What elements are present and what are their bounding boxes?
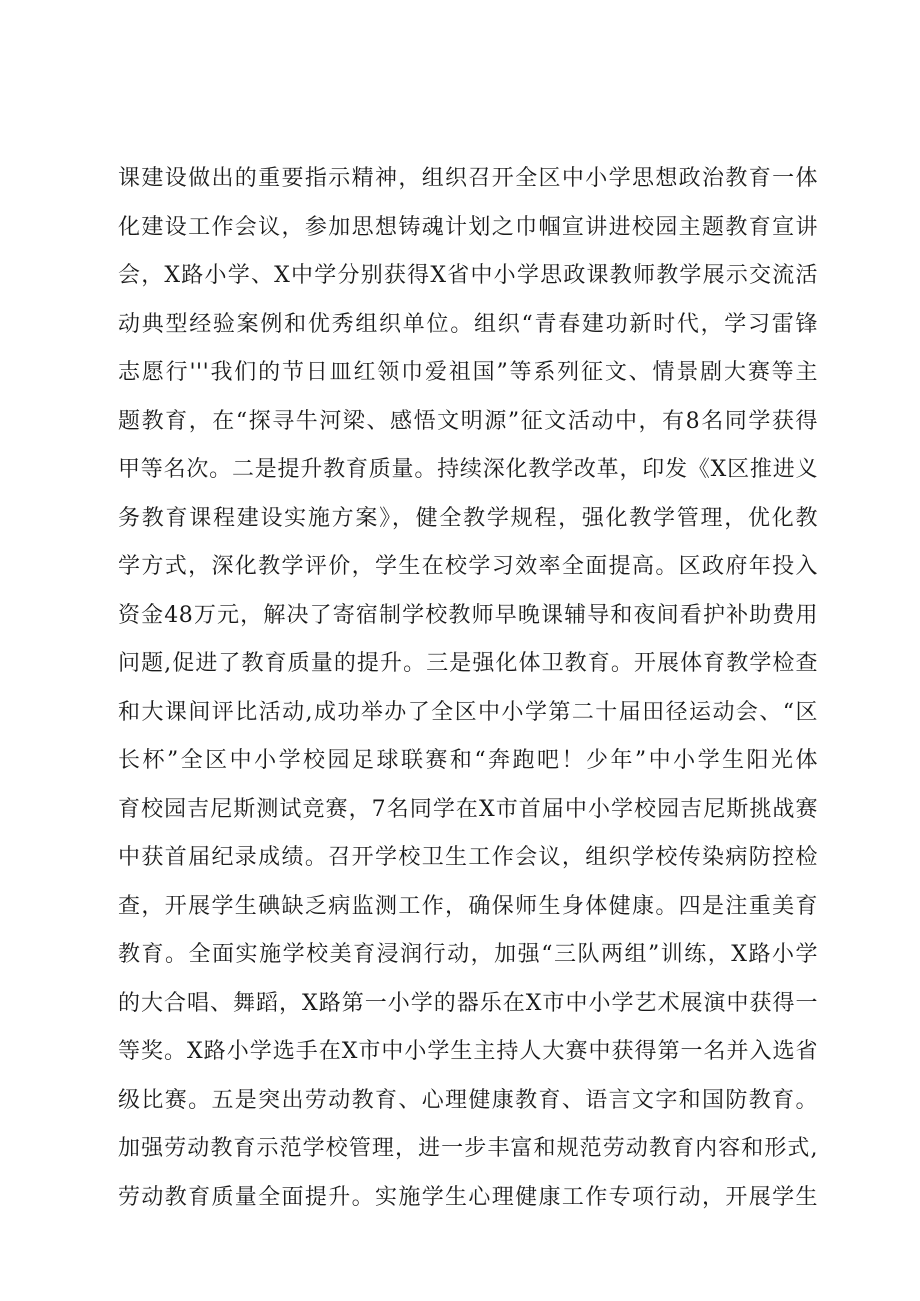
text-line-8: 务教育课程建设实施方案》，健全教学规程，强化教学管理，优化教 xyxy=(118,505,818,531)
text-line-18: 的大合唱、舞蹈，X路第一小学的器乐在X市中小学艺术展演中获得一 xyxy=(118,990,818,1016)
text-line-3: 会，X路小学、X中学分别获得X省中小学思政课教师教学展示交流活 xyxy=(118,263,818,288)
text-line-6: 题教育，在“探寻牛河梁、感悟文明源”征文活动中，有8名同学获得 xyxy=(118,408,818,434)
text-line-22: 劳动教育质量全面提升。实施学生心理健康工作专项行动，开展学生 xyxy=(118,1184,818,1210)
text-line-9: 学方式，深化教学评价，学生在校学习效率全面提高。区政府年投入 xyxy=(118,554,818,579)
text-line-14: 育校园吉尼斯测试竞赛，7名同学在X市首届中小学校园吉尼斯挑战赛 xyxy=(118,796,818,822)
text-line-19: 等奖。X路小学选手在X市中小学生主持人大赛中获得第一名并入选省 xyxy=(118,1039,818,1064)
text-line-10: 资金48万元，解决了寄宿制学校教师早晚课辅导和夜间看护补助费用 xyxy=(118,602,818,628)
text-line-11: 问题,促进了教育质量的提升。三是强化体卫教育。开展体育教学检查 xyxy=(118,651,818,676)
text-line-4: 动典型经验案例和优秀组织单位。组织“青春建功新时代，学习雷锋 xyxy=(118,311,818,337)
text-line-13: 长杯”全区中小学校园足球联赛和“奔跑吧！少年”中小学生阳光体 xyxy=(118,748,818,773)
text-line-20: 级比赛。五是突出劳动教育、心理健康教育、语言文字和国防教育。 xyxy=(118,1087,818,1113)
text-line-7: 甲等名次。二是提升教育质量。持续深化教学改革，印发《X区推进义 xyxy=(118,457,818,482)
text-line-2: 化建设工作会议，参加思想铸魂计划之巾帼宣讲进校园主题教育宣讲 xyxy=(118,214,818,240)
body-text xyxy=(118,155,818,1222)
text-line-15: 中获首届纪录成绩。召开学校卫生工作会议，组织学校传染病防控检 xyxy=(118,845,818,870)
text-line-17: 教育。全面实施学校美育浸润行动，加强“三队两组”训练，X路小学 xyxy=(118,942,818,967)
text-line-12: 和大课间评比活动,成功举办了全区中小学第二十届田径运动会、“区 xyxy=(118,699,818,725)
text-line-16: 查，开展学生碘缺乏病监测工作，确保师生身体健康。四是注重美育 xyxy=(118,893,818,919)
text-line-1: 课建设做出的重要指示精神，组织召开全区中小学思想政治教育一体 xyxy=(118,166,818,191)
text-line-5: 志愿行'''我们的节日皿红领巾爱祖国”等系列征文、情景剧大赛等主 xyxy=(118,360,818,385)
text-line-21: 加强劳动教育示范学校管理，进一步丰富和规范劳动教育内容和形式, xyxy=(118,1136,818,1161)
